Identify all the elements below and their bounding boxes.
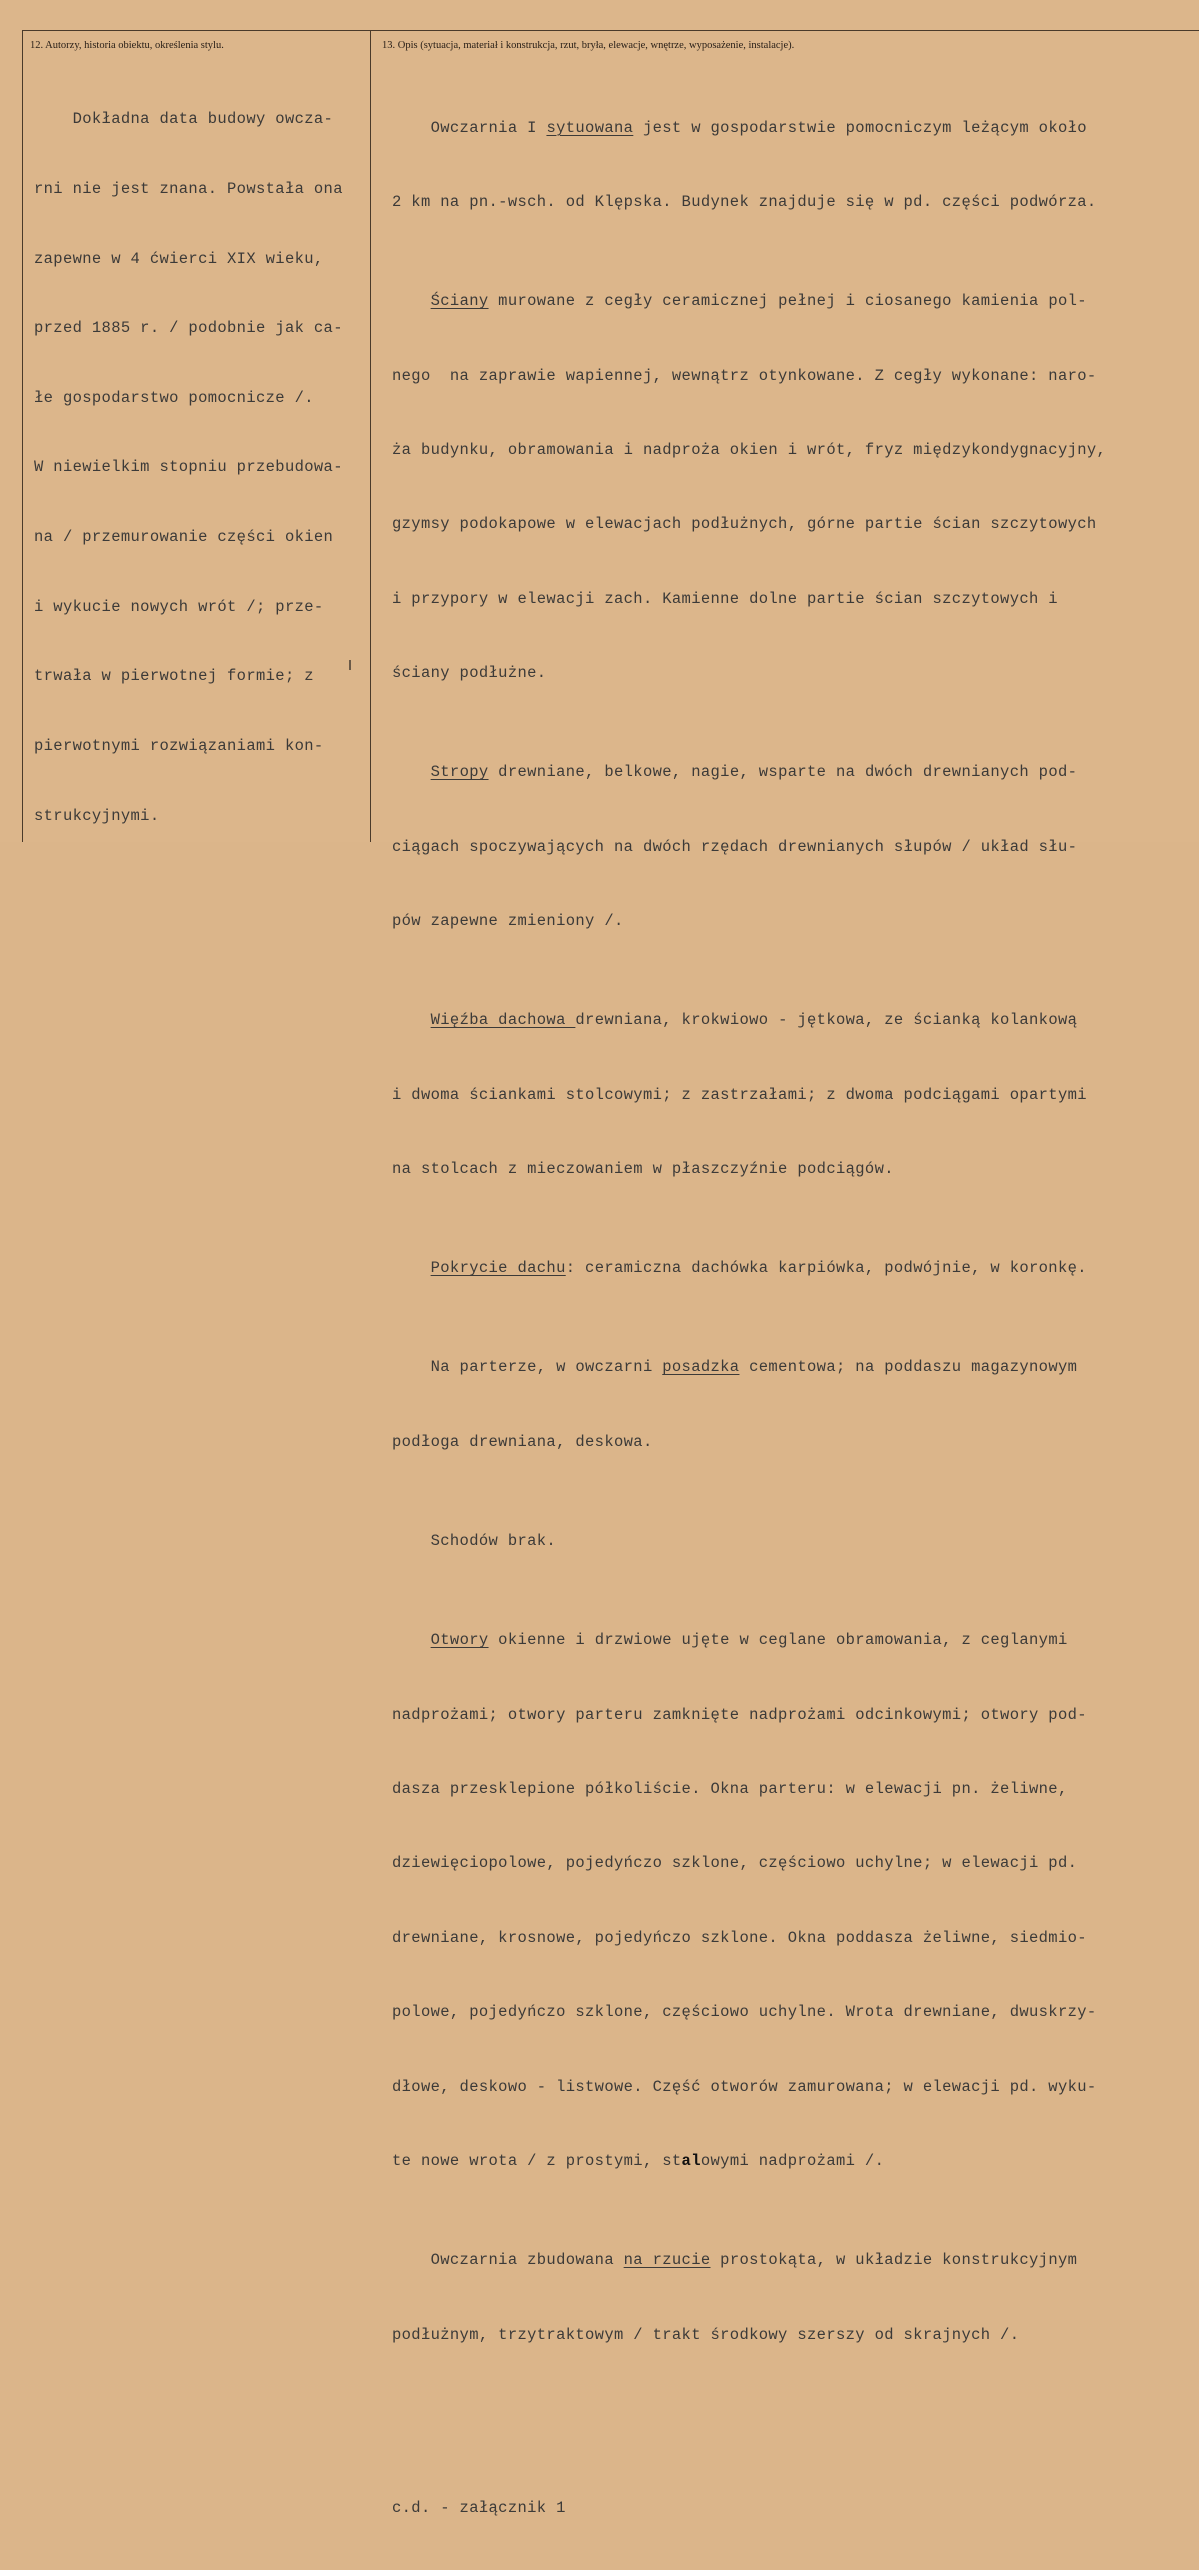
text-line: na stolcach z mieczowaniem w płaszczyźnie podciągów. — [392, 1160, 894, 1179]
underlined-term: Otwory — [430, 1631, 489, 1650]
text-run: te nowe wrota / z prostymi, st — [392, 2151, 682, 2170]
text-line: pów zapewne zmieniony /. — [392, 912, 624, 931]
text-line — [392, 760, 1106, 785]
underlined-term: Więźba dachowa — [430, 1011, 576, 1030]
underlined-term: posadzka — [662, 1358, 740, 1377]
text-line: nadprożami; otwory parteru zamknięte nadprożami odcinkowymi; otwory pod- — [392, 1705, 1087, 1724]
text-line — [392, 1628, 1106, 1653]
continuation-note: c.d. - załącznik 1 — [392, 2499, 566, 2518]
text-run: : ceramiczna dachówka karpiówka, podwójnie, w koronkę. — [565, 1259, 1087, 1278]
text-run: owymi nadprożami /. — [700, 2151, 885, 2170]
text-line: i przypory w elewacji zach. Kamienne dolne partie ścian szczytowych i — [392, 589, 1058, 608]
text-line — [392, 1008, 1106, 1033]
text-line: ściany podłużne. — [392, 664, 547, 683]
text-line: polowe, pojedyńczo szklone, częściowo uchylne. Wrota drewniane, dwuskrzy- — [392, 2003, 1097, 2022]
text-run: prostokąta, w układzie konstrukcyjnym — [710, 2251, 1078, 2270]
text-line: ża budynku, obramowania i nadproża okien i wrót, fryz międzykondygnacyjny, — [392, 440, 1107, 459]
text-line: podłużnym, trzytraktowym / trakt środkowy szerszy od skrajnych /. — [392, 2325, 1020, 2344]
text-line: łe gospodarstwo pomocnicze /. — [34, 388, 314, 407]
text-run: okienne i drzwiowe ujęte w ceglane obramowania, z ceglanymi — [488, 1631, 1068, 1650]
text-line: Dokładna data budowy owcza- — [34, 110, 334, 129]
text-run: drewniane, belkowe, nagie, wsparte na dwóch drewnianych pod- — [488, 763, 1078, 782]
text-line — [392, 1355, 1106, 1380]
frame-top-rule — [22, 30, 1199, 31]
text-line: dłowe, deskowo - listwowe. Część otworów zamurowana; w elewacji pd. wyku- — [392, 2077, 1097, 2096]
text-line: rni nie jest znana. Powstała ona — [34, 180, 343, 199]
text-line: 2 km na pn.-wsch. od Klępska. Budynek znajduje się w pd. części podwórza. — [392, 192, 1097, 211]
text-line: trwała w pierwotnej formie; z — [34, 667, 314, 686]
text-line: przed 1885 r. / podobnie jak ca- — [34, 319, 343, 338]
text-line: dziewięciopolowe, pojedyńczo szklone, częściowo uchylne; w elewacji pd. — [392, 1854, 1078, 1873]
underlined-term: Ściany — [430, 292, 489, 311]
text-line: dasza przesklepione półkoliście. Okna parteru: w elewacji pn. żeliwne, — [392, 1779, 1068, 1798]
text-run: jest w gospodarstwie pomocniczym leżącym około — [633, 118, 1087, 137]
text-line: i wykucie nowych wrót /; prze- — [34, 597, 324, 616]
text-line: drewniane, krosnowe, pojedyńczo szklone. Okna poddasza żeliwne, siedmio- — [392, 1928, 1087, 1947]
text-run: Na parterze, w owczarni — [392, 1358, 663, 1377]
text-line: podłoga drewniana, deskowa. — [392, 1432, 653, 1451]
spacer-line — [392, 2422, 1106, 2447]
text-line: i dwoma ściankami stolcowymi; z zastrzałami; z dwoma podciągami opartymi — [392, 1085, 1087, 1104]
underlined-term: sytuowana — [546, 118, 634, 137]
underlined-term: Pokrycie dachu — [430, 1259, 566, 1278]
text-line — [392, 289, 1106, 314]
text-line: W niewielkim stopniu przebudowa- — [34, 458, 343, 477]
text-run: Owczarnia I — [392, 118, 547, 137]
text-line — [392, 2248, 1106, 2273]
handwritten-correction: al — [681, 2151, 701, 2170]
text-line: ciągach spoczywających na dwóch rzędach drewnianych słupów / układ słu- — [392, 837, 1078, 856]
text-run: Owczarnia zbudowana — [392, 2251, 624, 2270]
section-13-header: 13. Opis (sytuacja, materiał i konstrukcja, rzut, bryła, elewacje, wnętrze, wyposażenie, instalacje). — [382, 40, 795, 51]
text-line: na / przemurowanie części okien — [34, 528, 334, 547]
text-line: pierwotnymi rozwiązaniami kon- — [34, 736, 324, 755]
text-run: murowane z cegły ceramicznej pełnej i ciosanego kamienia pol- — [488, 292, 1087, 311]
text-line: gzymsy podokapowe w elewacjach podłużnych, górne partie ścian szczytowych — [392, 515, 1097, 534]
indent — [392, 1631, 431, 1649]
text-line: zapewne w 4 ćwierci XIX wieku, — [34, 249, 324, 268]
text-run: cementowa; na poddaszu magazynowym — [739, 1358, 1078, 1377]
indent — [392, 763, 431, 781]
text-line — [392, 2149, 1106, 2174]
text-run: drewniana, krokwiowo - jętkowa, ze ścianką kolankową — [575, 1011, 1078, 1030]
text-line — [392, 1256, 1106, 1281]
indent — [392, 1011, 431, 1029]
section-12-text — [34, 62, 343, 874]
indent — [392, 292, 431, 310]
underlined-term: na rzucie — [623, 2251, 711, 2270]
text-line: nego na zaprawie wapiennej, wewnątrz otynkowane. Z cegły wykonane: naro- — [392, 366, 1097, 385]
text-line: strukcyjnymi. — [34, 806, 160, 825]
frame-left-rule — [22, 30, 23, 842]
indent — [392, 1259, 431, 1277]
margin-tick — [349, 660, 351, 670]
underlined-term: Stropy — [430, 763, 489, 782]
text-line — [392, 116, 1106, 141]
section-12-header: 12. Autorzy, historia obiektu, określenia stylu. — [30, 40, 224, 51]
text-line: Schodów brak. — [392, 1532, 557, 1551]
column-divider — [370, 30, 371, 842]
section-13-text — [392, 66, 1106, 2570]
